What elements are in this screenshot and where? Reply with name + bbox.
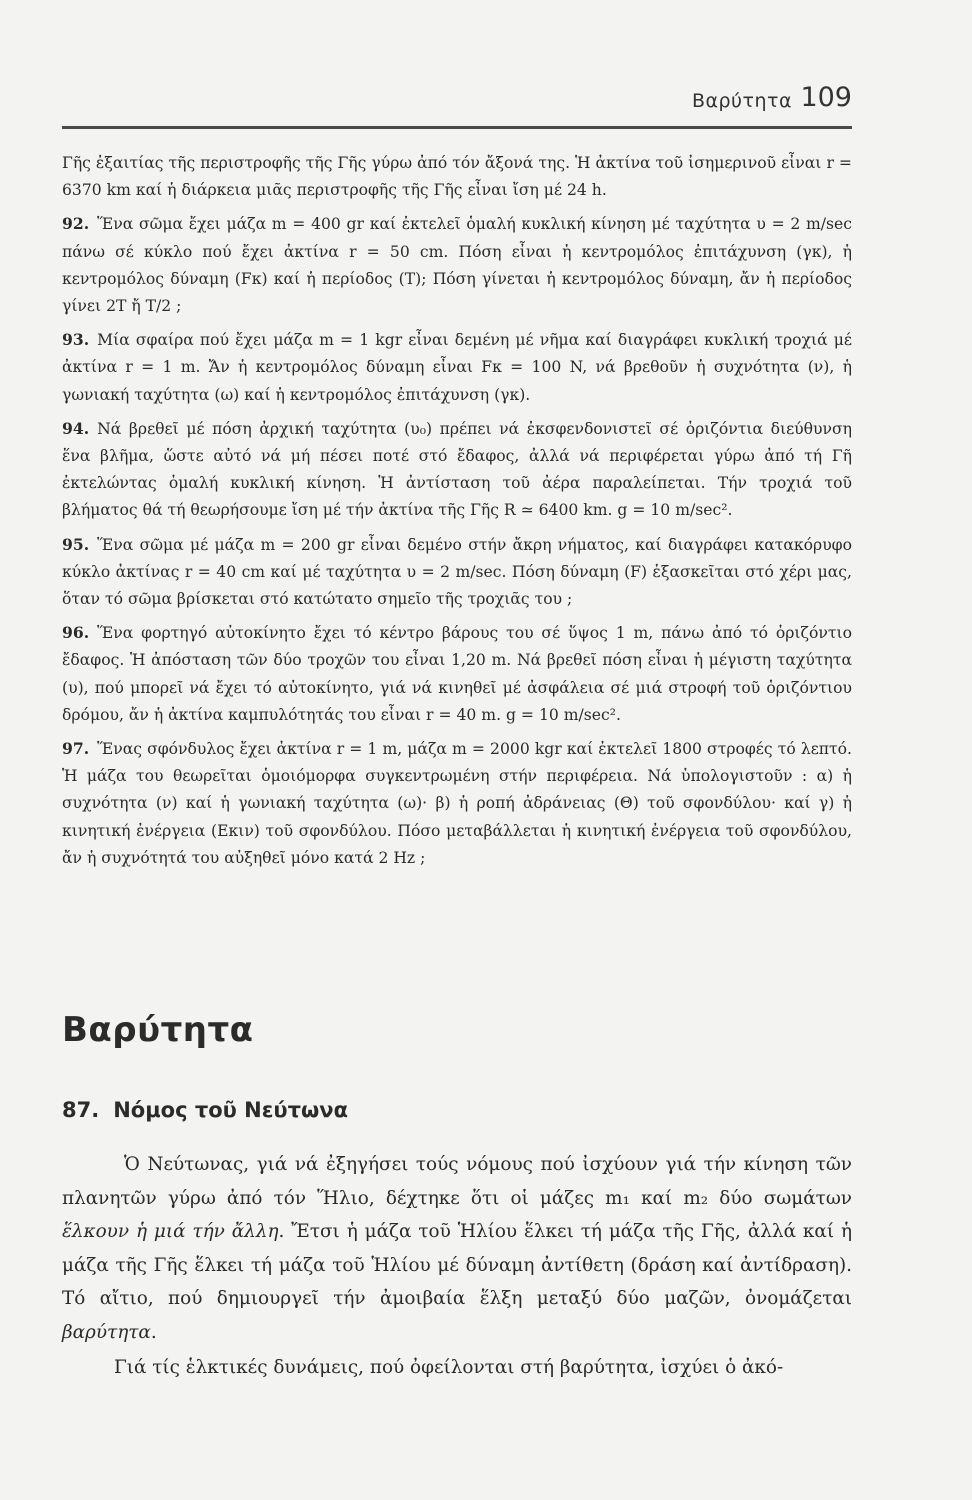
- text-run: . Ἔτσι ἡ μάζα τοῦ Ἡλίου ἕλκει τή μάζα τῆς Γῆς, ἀλλά καί ἡ μάζα τῆς Γῆς ἕλκει τή μάζα τοῦ Ἡλίου μέ δύναμη ἀντίθετη (δράση καί ἀντίδραση). Τό αἴτιο, πού δημιουργεῖ τήν ἀμοιβαία ἕλξη μεταξύ δύο μαζῶν, ὀνομάζεται: [62, 1221, 853, 1309]
- problem-continuation: Γῆς ἐξαιτίας τῆς περιστροφῆς τῆς Γῆς γύρω ἀπό τόν ἄξονά της. Ἡ ἀκτίνα τοῦ ἰσημερινοῦ εἶναι r = 6370 km καί ἡ διάρκεια μιᾶς περιστροφῆς τῆς Γῆς εἶναι ἴση μέ 24 h.: [62, 154, 852, 200]
- problem-text: Ἕνα σῶμα ἔχει μάζα m = 400 gr καί ἐκτελεῖ ὁμαλή κυκλική κίνηση μέ ταχύτητα υ = 2 m/sec πάνω σέ κύκλο πού ἔχει ἀκτίνα r = 50 cm. Πόση εἶναι ἡ κεντρομόλος ἐπιτάχυνση (γκ), ἡ κεντρομόλος δύναμη (Fκ) καί ἡ περίοδος (T); Πόση γίνεται ἡ κεντρομόλος δύναμη, ἄν ἡ περίοδος γίνει 2T ἤ T/2 ;: [62, 215, 852, 316]
- problem-text: Ἕνα φορτηγό αὐτοκίνητο ἔχει τό κέντρο βάρους του σέ ὕψος 1 m, πάνω ἀπό τό ὁριζόντιο ἔδαφος. Ἡ ἀπόσταση τῶν δύο τροχῶν του εἶναι 1,20 m. Νά βρεθεῖ πόση εἶναι ἡ μέγιστη ταχύτητα (υ), πού μπορεῖ νά ἔχει τό αὐτοκίνητο, γιά νά κινηθεῖ μέ ἀσφάλεια σέ μιά στροφή τοῦ ὁριζόντιου δρόμου, ἄν ἡ ἀκτίνα καμπυλότητάς του εἶναι r = 40 m. g = 10 m/sec².: [62, 624, 852, 724]
- body-text: [62, 1148, 852, 1385]
- emphasis: βαρύτητα: [62, 1321, 151, 1343]
- problem-92: [62, 210, 852, 320]
- problem-number: 93.: [62, 330, 90, 350]
- problem-number: 92.: [62, 214, 90, 234]
- body-paragraph: [62, 1148, 852, 1349]
- running-title: Βαρύτητα: [691, 90, 792, 112]
- problem-93: [62, 326, 852, 409]
- problem-text: Μία σφαίρα πού ἔχει μάζα m = 1 kgr εἶναι δεμένη μέ νῆμα καί διαγράφει κυκλική τροχιά μέ ἀκτίνα r = 1 m. Ἄν ἡ κεντρομόλος δύναμη εἶναι Fκ = 100 N, νά βρεθοῦν ἡ συχνότητα (ν), ἡ γωνιακή ταχύτητα (ω) καί ἡ κεντρομόλος ἐπιτάχυνση (γκ).: [62, 331, 852, 404]
- body-paragraph: Γιά τίς ἑλκτικές δυνάμεις, πού ὀφείλονται στή βαρύτητα, ἰσχύει ὁ ἀκό-: [114, 1357, 784, 1378]
- header-rule: [62, 126, 852, 129]
- page-number: 109: [800, 82, 852, 113]
- section-title: Νόμος τοῦ Νεύτωνα: [113, 1098, 348, 1122]
- problem-number: 95.: [62, 534, 90, 554]
- section-heading: [62, 1098, 348, 1122]
- section-number: 87.: [62, 1098, 100, 1122]
- problem-text: Νά βρεθεῖ μέ πόση ἀρχική ταχύτητα (υ₀) πρέπει νά ἐκσφενδονιστεῖ σέ ὁριζόντια διεύθυνση ἕνα βλῆμα, ὥστε αὐτό νά μή πέσει ποτέ στό ἔδαφος, ἀλλά νά περιφέρεται γύρω ἀπό τή Γῆ ἐκτελώντας ὁμαλή κυκλική κίνηση. Ἡ ἀντίσταση τοῦ ἀέρα παραλείπεται. Τήν τροχιά τοῦ βλήματος θά τή θεωρήσουμε ἴση μέ τήν ἀκτίνα τῆς Γῆς R ≃ 6400 km. g = 10 m/sec².: [62, 419, 852, 520]
- problem-number: 94.: [62, 418, 90, 438]
- problem-number: 97.: [62, 739, 90, 759]
- problem-96: [62, 619, 852, 729]
- chapter-title: Βαρύτητα: [62, 1010, 254, 1050]
- problem-text: Ἕνας σφόνδυλος ἔχει ἀκτίνα r = 1 m, μάζα m = 2000 kgr καί ἐκτελεῖ 1800 στροφές τό λεπτό. Ἡ μάζα του θεωρεῖται ὁμοιόμορφα συγκεντρωμένη στήν περιφέρεια. Νά ὑπολογιστοῦν : α) ἡ συχνότητα (ν) καί ἡ γωνιακή ταχύτητα (ω)· β) ἡ ροπή ἀδράνειας (Θ) τοῦ σφονδύλου· καί γ) ἡ κινητική ἐνέργεια (Eκιν) τοῦ σφονδύλου. Πόσο μεταβάλλεται ἡ κινητική ἐνέργεια τοῦ σφονδύλου, ἄν ἡ συχνότητά του αὐξηθεῖ μόνο κατά 2 Hz ;: [62, 740, 852, 867]
- problem-94: [62, 415, 852, 525]
- problem-list: [62, 150, 852, 872]
- emphasis: ἕλκουν ἡ μιά τήν ἄλλη: [62, 1221, 279, 1242]
- problem-number: 96.: [62, 623, 90, 643]
- text-run: Ὁ Νεύτωνας, γιά νά ἐξηγήσει τούς νόμους πού ἰσχύουν γιά τήν κίνηση τῶν πλανητῶν γύρω ἀπό τόν Ἥλιο, δέχτηκε ὅτι οἱ μάζες m₁ καί m₂ δύο σωμάτων: [62, 1154, 852, 1209]
- running-head: [62, 80, 852, 120]
- problem-97: [62, 735, 852, 872]
- problem-95: [62, 531, 852, 614]
- problem-text: Ἕνα σῶμα μέ μάζα m = 200 gr εἶναι δεμένο στήν ἄκρη νήματος, καί διαγράφει κατακόρυφο κύκλο ἀκτίνας r = 40 cm καί μέ ταχύτητα υ = 2 m/sec. Πόση δύναμη (F) ἐξασκεῖται στό χέρι μας, ὅταν τό σῶμα βρίσκεται στό κατώτατο σημεῖο τῆς τροχιᾶς του ;: [62, 535, 852, 609]
- text-run: .: [150, 1321, 157, 1343]
